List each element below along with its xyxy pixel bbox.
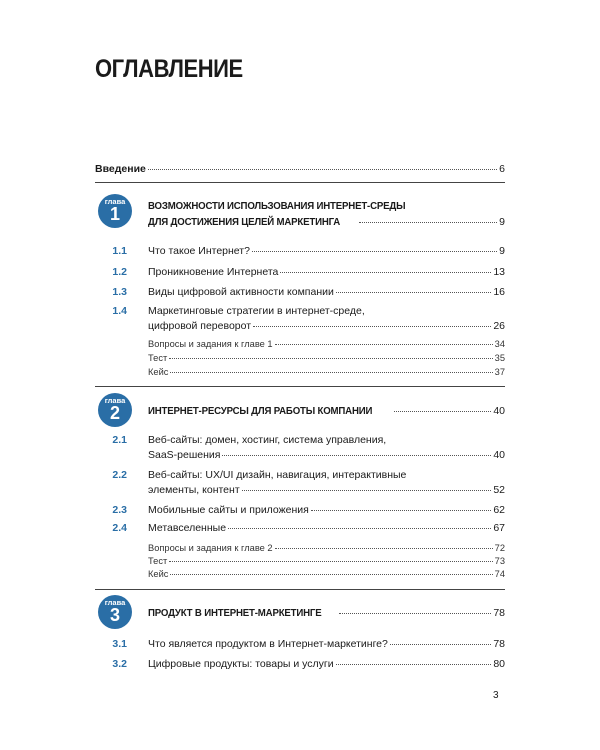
toc-intro[interactable] — [95, 163, 505, 175]
toc-section-2-1[interactable]: SaaS-решения 40 — [148, 449, 505, 461]
section-number: 3.1 — [112, 638, 127, 650]
toc-section-3-1[interactable]: Что является продуктом в Интернет-маркетинге? 78 — [148, 638, 505, 650]
leader-dots — [170, 574, 492, 575]
leader-dots — [390, 644, 491, 645]
leader-dots — [148, 169, 497, 170]
toc-chapter-2[interactable]: ИНТЕРНЕТ-РЕСУРСЫ ДЛЯ РАБОТЫ КОМПАНИИ 40 — [148, 405, 505, 417]
chapter-3-badge: глава 3 — [98, 595, 132, 629]
toc-test-2[interactable]: Тест 73 — [148, 556, 505, 566]
toc-case-2[interactable]: Кейс 74 — [148, 569, 505, 579]
toc-section-1-4[interactable]: цифровой переворот 26 — [148, 320, 505, 332]
leader-dots — [394, 411, 492, 412]
leader-dots — [275, 344, 493, 345]
leader-dots — [336, 664, 492, 665]
toc-section-2-3[interactable]: Мобильные сайты и приложения 62 — [148, 504, 505, 516]
leader-dots — [275, 548, 493, 549]
leader-dots — [359, 222, 497, 223]
leader-dots — [252, 251, 497, 252]
intro-label: Введение — [95, 163, 146, 175]
chapter-2-badge: глава 2 — [98, 393, 132, 427]
toc-questions-1[interactable]: Вопросы и задания к главе 1 34 — [148, 339, 505, 349]
toc-section-2-2[interactable]: элементы, контент 52 — [148, 484, 505, 496]
toc-section-2-4[interactable]: Метавселенные 67 — [148, 522, 505, 534]
section-number: 2.3 — [112, 504, 127, 516]
toc-section-1-3[interactable]: Виды цифровой активности компании 16 — [148, 286, 505, 298]
toc-section-1-4-line1[interactable]: Маркетинговые стратегии в интернет-среде, — [148, 305, 365, 317]
intro-page: 6 — [499, 163, 505, 175]
section-number: 2.1 — [112, 434, 127, 446]
leader-dots — [280, 272, 491, 273]
page-number: 3 — [493, 690, 499, 701]
section-number: 2.4 — [112, 522, 127, 534]
leader-dots — [169, 561, 492, 562]
toc-chapter-1[interactable]: ДЛЯ ДОСТИЖЕНИЯ ЦЕЛЕЙ МАРКЕТИНГА 9 — [148, 216, 505, 228]
toc-questions-2[interactable]: Вопросы и задания к главе 2 72 — [148, 543, 505, 553]
leader-dots — [169, 358, 492, 359]
leader-dots — [242, 490, 492, 491]
leader-dots — [170, 372, 492, 373]
toc-section-1-1[interactable]: Что такое Интернет? 9 — [148, 245, 505, 257]
leader-dots — [311, 510, 491, 511]
divider — [95, 589, 505, 590]
section-number: 1.4 — [112, 305, 127, 317]
leader-dots — [336, 292, 491, 293]
leader-dots — [253, 326, 491, 327]
divider — [95, 182, 505, 183]
toc-test-1[interactable]: Тест 35 — [148, 353, 505, 363]
section-number: 1.1 — [112, 245, 127, 257]
section-number: 1.3 — [112, 286, 127, 298]
page-title: ОГЛАВЛЕНИЕ — [95, 55, 243, 83]
divider — [95, 386, 505, 387]
leader-dots — [228, 528, 491, 529]
chapter-1-badge: глава 1 — [98, 194, 132, 228]
toc-section-1-2[interactable]: Проникновение Интернета 13 — [148, 266, 505, 278]
chapter-1-title-line1[interactable]: ВОЗМОЖНОСТИ ИСПОЛЬЗОВАНИЯ ИНТЕРНЕТ-СРЕДЫ — [148, 200, 406, 212]
toc-section-2-1-line1[interactable]: Веб-сайты: домен, хостинг, система управления, — [148, 434, 387, 446]
toc-section-3-2[interactable]: Цифровые продукты: товары и услуги 80 — [148, 658, 505, 670]
toc-case-1[interactable]: Кейс 37 — [148, 367, 505, 377]
toc-chapter-3[interactable]: ПРОДУКТ В ИНТЕРНЕТ-МАРКЕТИНГЕ 78 — [148, 607, 505, 619]
leader-dots — [222, 455, 491, 456]
leader-dots — [339, 613, 492, 614]
toc-section-2-2-line1[interactable]: Веб-сайты: UX/UI дизайн, навигация, интерактивные — [148, 469, 407, 481]
section-number: 2.2 — [112, 469, 127, 481]
section-number: 1.2 — [112, 266, 127, 278]
section-number: 3.2 — [112, 658, 127, 670]
